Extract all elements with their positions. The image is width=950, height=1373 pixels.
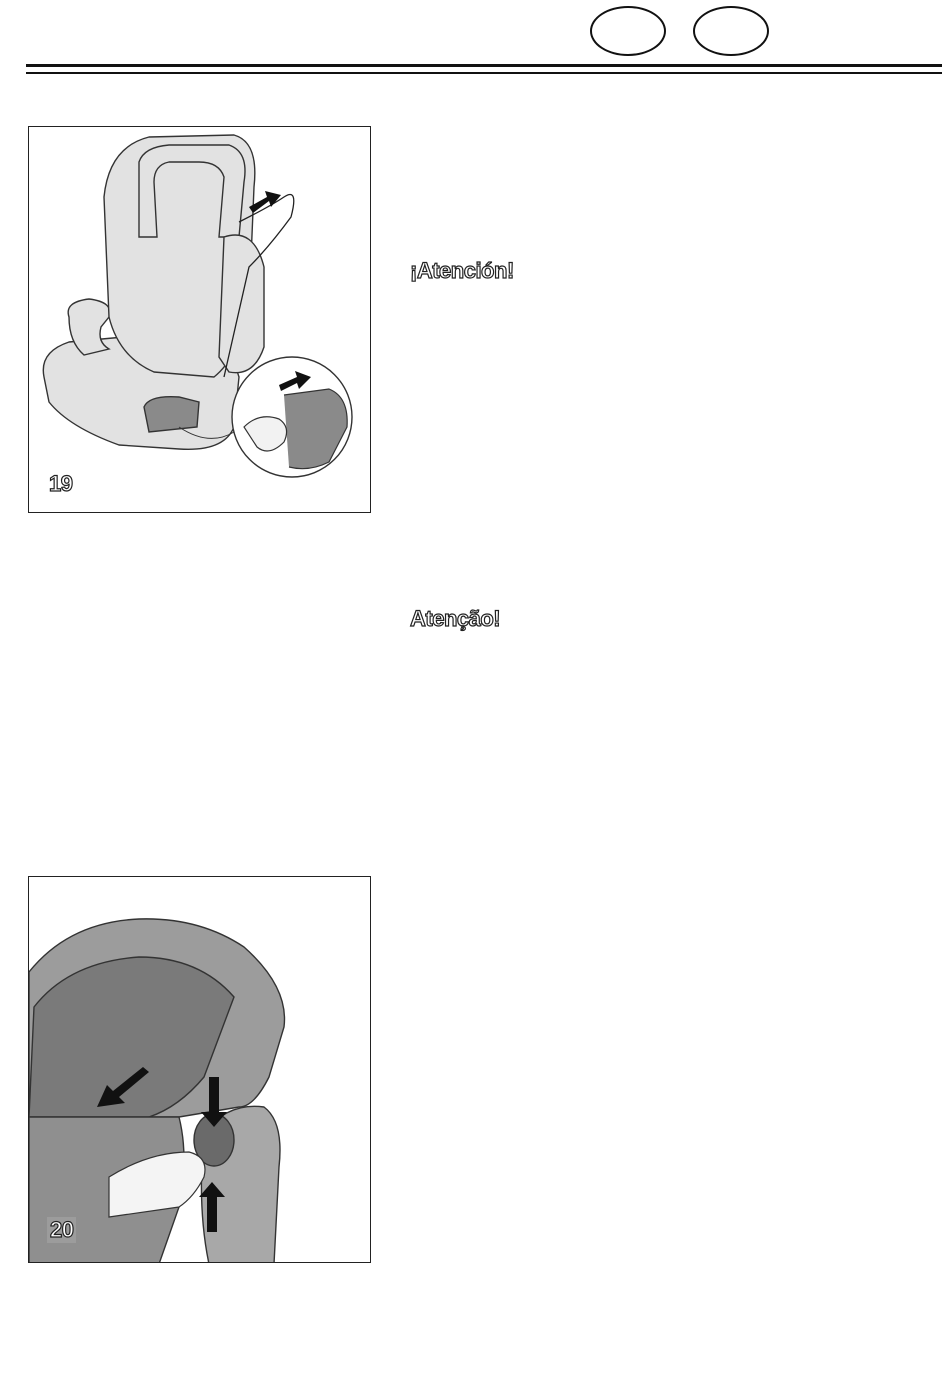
heading-attention-portuguese: Atenção! (410, 606, 501, 631)
figure-19 (28, 126, 371, 513)
header-rule-bottom (26, 72, 942, 74)
header-rule-top (26, 64, 942, 67)
figure-number: 20 (47, 1217, 76, 1243)
car-seat-headrest-adjust-icon (29, 877, 371, 1263)
figure-number: 19 (49, 471, 73, 496)
figure-20 (28, 876, 371, 1263)
heading-attention-spanish: ¡Atención! (410, 258, 514, 283)
language-badge-2 (693, 6, 769, 56)
language-badge-1 (590, 6, 666, 56)
car-seat-belt-guide-icon (29, 127, 371, 513)
